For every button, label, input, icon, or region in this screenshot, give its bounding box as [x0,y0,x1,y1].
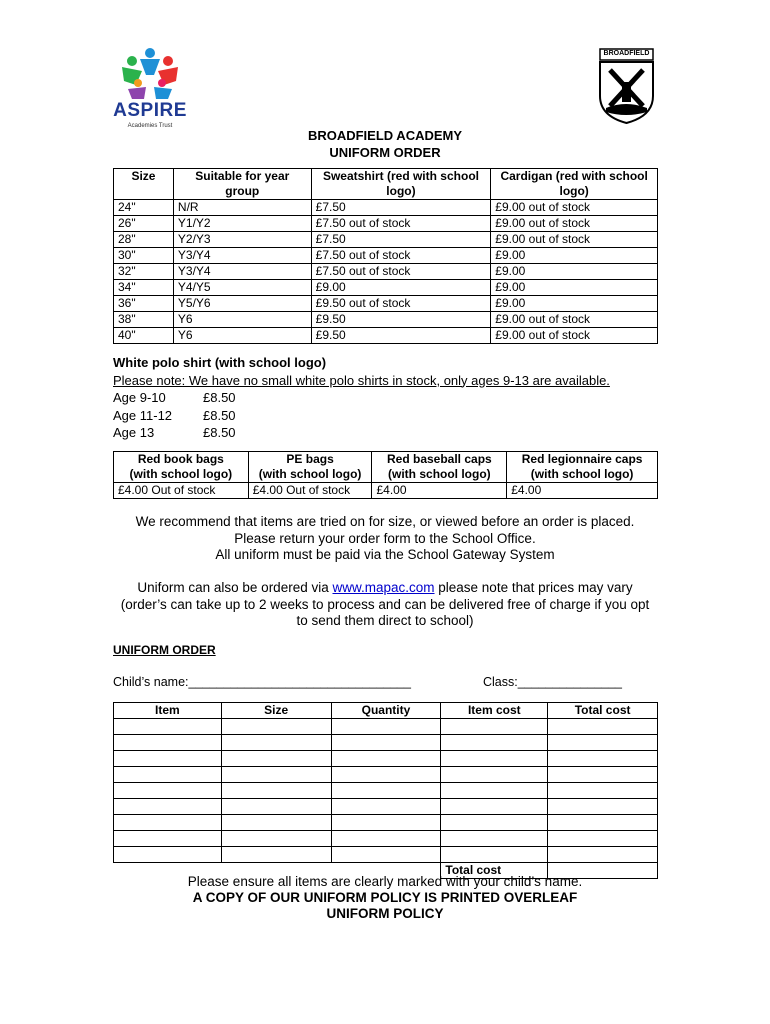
order-row[interactable] [114,719,658,735]
total-cost-label: Total cost [441,863,548,879]
mapac-link[interactable]: www.mapac.com [332,580,435,595]
page-title-line2: UNIFORM ORDER [329,145,441,160]
acc-subtitle: (with school logo) [530,467,634,481]
size-cell: 28" [114,232,174,248]
mapac-line: to send them direct to school) [296,613,474,628]
size-cell: 32" [114,264,174,280]
cardigan-cell: £9.00 out of stock [491,328,658,344]
order-row[interactable] [114,751,658,767]
accessories-header [114,452,658,483]
cardigan-cell: £9.00 [491,296,658,312]
sweatshirt-cell: £7.50 out of stock [311,248,491,264]
table-row [114,264,658,280]
footer-line1: Please ensure all items are clearly marked with your child’s name. [187,874,583,889]
acc-price: £4.00 [372,483,507,499]
table-row [114,232,658,248]
header-size: Size [221,703,331,719]
size-table-header [114,169,658,200]
mapac-text: please note that prices may vary [434,580,633,595]
crest-shield-icon [598,48,655,124]
mapac-block [0,580,770,630]
polo-price: £8.50 [203,425,236,440]
sweatshirt-cell: £9.50 [311,312,491,328]
cardigan-cell: £9.00 [491,280,658,296]
size-cell: 24" [114,200,174,216]
polo-age: Age 13 [113,425,155,440]
mapac-text: Uniform can also be ordered via [137,580,333,595]
class-field[interactable]: Class:_______________ [483,675,623,689]
accessories-prices [114,483,658,499]
aspire-figures-icon [110,45,190,100]
sweatshirt-cell: £7.50 [311,232,491,248]
aspire-name: ASPIRE [113,100,187,121]
footer-line2: A COPY OF OUR UNIFORM POLICY IS PRINTED OVERLEAF [192,890,578,905]
header-size: Size [114,169,174,200]
acc-title: PE bags [286,452,334,466]
order-table [113,702,658,879]
sweatshirt-cell: £9.50 out of stock [311,296,491,312]
cardigan-cell: £9.00 [491,248,658,264]
polo-note: Please note: We have no small white polo shirts in stock, only ages 9-13 are available. [113,372,610,388]
table-row [114,312,658,328]
order-row[interactable] [114,735,658,751]
info-line: All uniform must be paid via the School Gateway System [215,547,555,562]
header-book-bags [114,452,249,483]
cardigan-cell: £9.00 [491,264,658,280]
header-total-cost: Total cost [548,703,658,719]
polo-price: £8.50 [203,390,236,405]
table-row [114,328,658,344]
cardigan-cell: £9.00 out of stock [491,200,658,216]
year-cell: N/R [173,200,311,216]
crest-name: BROADFIELD [603,50,650,57]
acc-subtitle: (with school logo) [388,467,491,481]
header-sweatshirt: Sweatshirt (red with school logo) [311,169,491,200]
year-cell: Y3/Y4 [173,248,311,264]
year-cell: Y1/Y2 [173,216,311,232]
sweatshirt-cell: £9.00 [311,280,491,296]
page-title-line1: BROADFIELD ACADEMY [307,128,463,143]
order-row[interactable] [114,799,658,815]
header-item-cost: Item cost [441,703,548,719]
sweatshirt-cell: £7.50 [311,200,491,216]
size-cell: 38" [114,312,174,328]
footer-line3: UNIFORM POLICY [326,906,444,921]
broadfield-crest [598,48,655,124]
size-cell: 30" [114,248,174,264]
polo-price-row [113,389,610,407]
order-row[interactable] [114,847,658,863]
size-cell: 36" [114,296,174,312]
polo-price-row [113,424,610,442]
order-row[interactable] [114,831,658,847]
acc-subtitle: (with school logo) [129,467,233,481]
size-cell: 40" [114,328,174,344]
polo-section [113,354,610,442]
child-name-field[interactable]: Child’s name:________________________________ [113,675,411,689]
mapac-line: (order’s can take up to 2 weeks to process and can be delivered free of charge if you opt [120,596,650,612]
acc-subtitle: (with school logo) [258,467,362,481]
table-row [114,216,658,232]
year-cell: Y5/Y6 [173,296,311,312]
header-item: Item [114,703,222,719]
accessories-table [113,451,658,499]
year-cell: Y6 [173,328,311,344]
mapac-line [0,580,770,597]
acc-title: Red legionnaire caps [521,452,643,466]
acc-price: £4.00 [507,483,658,499]
cardigan-cell: £9.00 out of stock [491,312,658,328]
size-cell: 34" [114,280,174,296]
polo-price-row [113,407,610,425]
table-row [114,296,658,312]
header-year-group: Suitable for year group [173,169,311,200]
order-row[interactable] [114,815,658,831]
order-heading: UNIFORM ORDER [113,643,216,657]
cardigan-cell: £9.00 out of stock [491,232,658,248]
acc-price: £4.00 Out of stock [248,483,372,499]
header-legionnaire-caps [507,452,658,483]
order-row[interactable] [114,783,658,799]
info-line: Please return your order form to the School Office. [234,530,536,546]
header-cardigan: Cardigan (red with school logo) [491,169,658,200]
polo-age: Age 9-10 [113,390,166,405]
header-quantity: Quantity [331,703,441,719]
order-table-header [114,703,658,719]
polo-price: £8.50 [203,407,236,423]
aspire-subtitle: Academies Trust [127,123,173,129]
table-row [114,248,658,264]
table-row [114,280,658,296]
year-cell: Y3/Y4 [173,264,311,280]
sweatshirt-cell: £7.50 out of stock [311,216,491,232]
size-price-table [113,168,658,344]
table-row [114,200,658,216]
year-cell: Y6 [173,312,311,328]
aspire-logo [110,45,190,130]
year-cell: Y2/Y3 [173,232,311,248]
acc-title: Red baseball caps [386,452,492,466]
sweatshirt-cell: £7.50 out of stock [311,264,491,280]
cardigan-cell: £9.00 out of stock [491,216,658,232]
info-line: We recommend that items are tried on for size, or viewed before an order is placed. [135,514,635,529]
polo-heading: White polo shirt (with school logo) [113,355,327,370]
year-cell: Y4/Y5 [173,280,311,296]
polo-age: Age 11-12 [113,407,173,423]
info-block [0,514,770,564]
acc-price: £4.00 Out of stock [114,483,249,499]
header-baseball-caps [372,452,507,483]
size-cell: 26" [114,216,174,232]
order-row[interactable] [114,767,658,783]
header-pe-bags [248,452,372,483]
sweatshirt-cell: £9.50 [311,328,491,344]
acc-title: Red book bags [137,452,224,466]
